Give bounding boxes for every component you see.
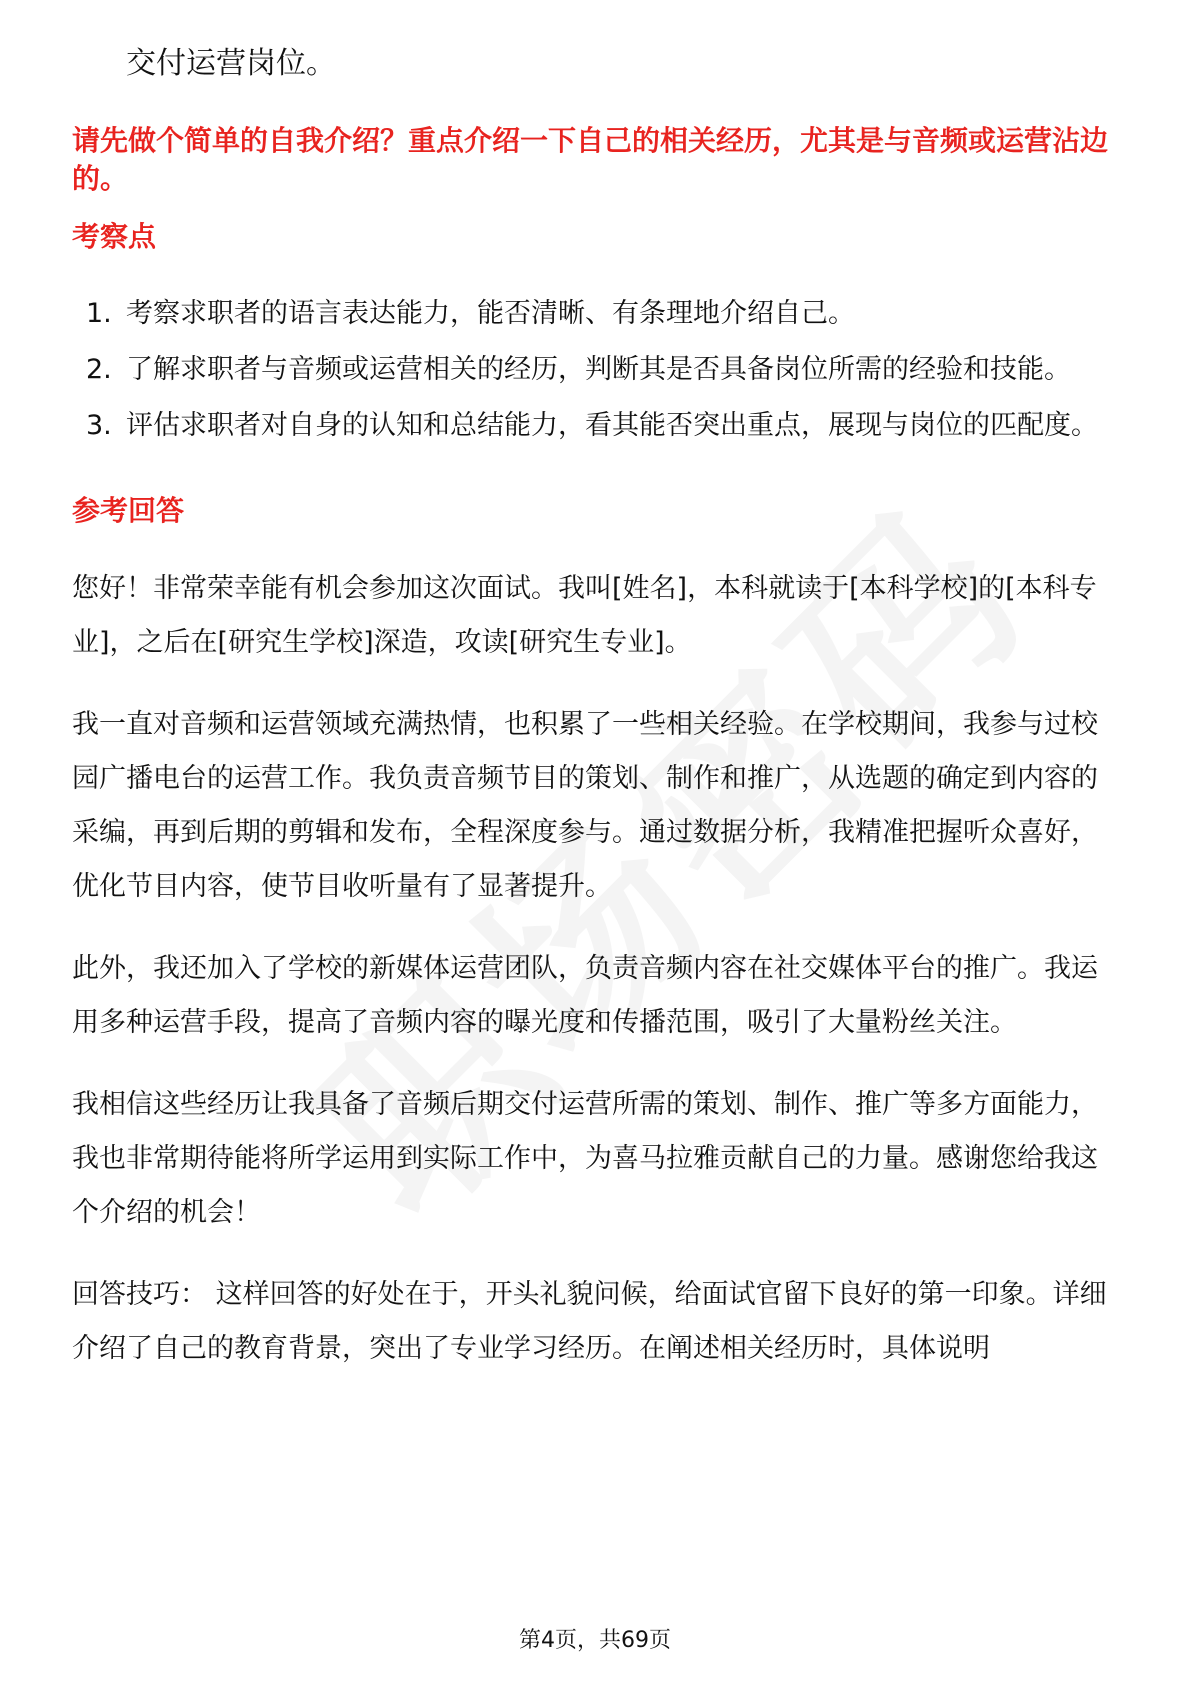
interview-question: 请先做个简单的自我介绍？重点介绍一下自己的相关经历，尤其是与音频或运营沾边的。 (72, 124, 1109, 195)
page-number: 第4页，共69页 (519, 1628, 671, 1653)
list-item (72, 342, 1122, 398)
page-content (72, 44, 1122, 1376)
continued-line: 交付运营岗位。 (126, 46, 336, 81)
list-text: 了解求职者与音频或运营相关的经历，判断其是否具备岗位所需的经验和技能。 (126, 354, 1071, 385)
list-item (72, 398, 1122, 454)
list-text: 考察求职者的语言表达能力，能否清晰、有条理地介绍自己。 (126, 298, 855, 329)
answer-paragraph: 您好！非常荣幸能有机会参加这次面试。我叫[姓名]，本科就读于[本科学校]的[本科专业]，之后在[研究生学校]深造，攻读[研究生专业]。 (72, 573, 1097, 658)
answer-heading: 参考回答 (72, 494, 185, 527)
list-number: 3. (86, 410, 112, 441)
list-text: 评估求职者对自身的认知和总结能力，看其能否突出重点，展现与岗位的匹配度。 (126, 410, 1098, 441)
assessment-heading: 考察点 (72, 220, 157, 253)
list-number: 2. (86, 354, 112, 385)
answer-paragraph: 我一直对音频和运营领域充满热情，也积累了一些相关经验。在学校期间，我参与过校园广播电台的运营工作。我负责音频节目的策划、制作和推广，从选题的确定到内容的采编，再到后期的剪辑和发布，全程深度参与。通过数据分析，我精准把握听众喜好，优化节目内容，使节目收听量有了显著提升。 (72, 709, 1098, 902)
answer-paragraph: 我相信这些经历让我具备了音频后期交付运营所需的策划、制作、推广等多方面能力，我也非常期待能将所学运用到实际工作中，为喜马拉雅贡献自己的力量。感谢您给我这个介绍的机会！ (72, 1089, 1098, 1228)
answer-tips: 回答技巧： 这样回答的好处在于，开头礼貌问候，给面试官留下良好的第一印象。详细介绍了自己的教育背景，突出了专业学习经历。在阐述相关经历时，具体说明 (72, 1279, 1107, 1364)
list-number: 1. (86, 298, 112, 329)
assessment-list (72, 286, 1122, 454)
answer-paragraph: 此外，我还加入了学校的新媒体运营团队，负责音频内容在社交媒体平台的推广。我运用多种运营手段，提高了音频内容的曝光度和传播范围，吸引了大量粉丝关注。 (72, 953, 1098, 1038)
list-item (72, 286, 1122, 342)
